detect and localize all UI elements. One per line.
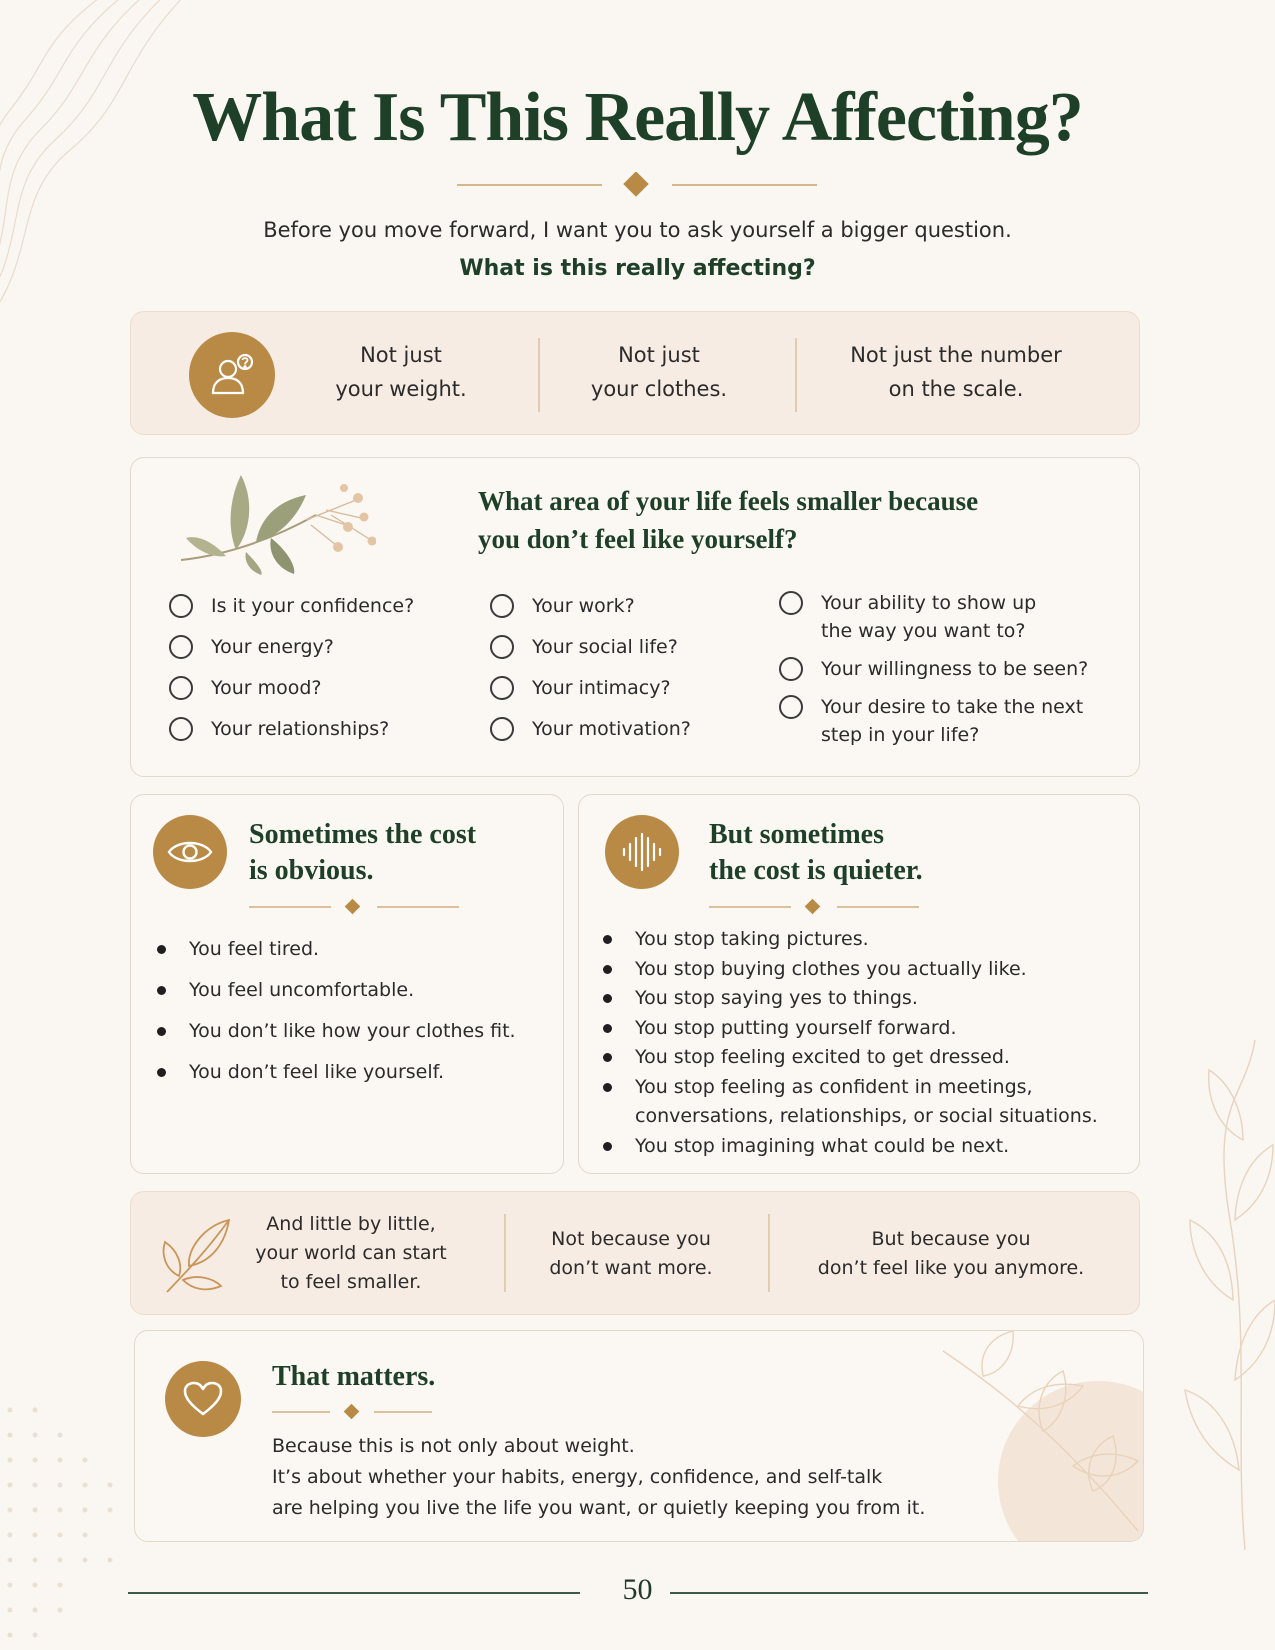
title-divider xyxy=(457,172,817,198)
list-item: You stop feeling as confident in meetings, conversations, relationships, or social situations. xyxy=(601,1073,1098,1132)
that-matters-title: That matters. xyxy=(272,1361,436,1392)
wave-lines-decoration xyxy=(0,0,200,340)
checklist-item[interactable]: Your social life? xyxy=(490,633,691,661)
life-area-card xyxy=(130,457,1140,777)
checklist-item[interactable]: Your relationships? xyxy=(169,715,414,743)
sound-wave-icon xyxy=(605,815,679,889)
checklist-item[interactable]: Your desire to take the next step in your life? xyxy=(779,693,1088,749)
intro-question: What is this really affecting? xyxy=(459,256,816,281)
checkbox-circle[interactable] xyxy=(490,676,514,700)
column-divider xyxy=(795,338,797,412)
obvious-list xyxy=(155,929,516,1093)
column-divider xyxy=(504,1214,506,1292)
life-area-title: What area of your life feels smaller because you don’t feel like yourself? xyxy=(478,486,979,554)
footer-rule-right xyxy=(670,1592,1148,1594)
checkbox-circle[interactable] xyxy=(490,594,514,618)
checklist-item[interactable]: Your intimacy? xyxy=(490,674,691,702)
checkbox-circle[interactable] xyxy=(169,594,193,618)
list-item: You stop saying yes to things. xyxy=(601,984,1098,1014)
not-because-text: Not because you don’t want more. xyxy=(549,1228,713,1279)
not-just-weight: Not just your weight. xyxy=(335,343,467,401)
checklist-item[interactable]: Your ability to show up the way you want to? xyxy=(779,589,1088,645)
checklist-column-2 xyxy=(490,592,691,743)
list-item: You don’t feel like yourself. xyxy=(155,1052,516,1093)
page-number: 50 xyxy=(622,1573,653,1606)
quieter-title: But sometimes the cost is quieter. xyxy=(709,819,923,886)
checkbox-circle[interactable] xyxy=(779,695,803,719)
leaf-spray-icon xyxy=(176,470,376,575)
column-divider xyxy=(538,338,540,412)
smaller-world-card xyxy=(130,1191,1140,1315)
checkbox-circle[interactable] xyxy=(779,591,803,615)
that-matters-card xyxy=(134,1330,1144,1542)
list-item: You stop putting yourself forward. xyxy=(601,1014,1098,1044)
list-item: You stop taking pictures. xyxy=(601,925,1098,955)
checkbox-circle[interactable] xyxy=(169,676,193,700)
branch-outline-decoration xyxy=(1135,1040,1275,1560)
not-just-card xyxy=(130,311,1140,435)
list-item: You stop buying clothes you actually like. xyxy=(601,955,1098,985)
leaf-outline-icon xyxy=(159,1214,235,1296)
quieter-cost-card xyxy=(578,794,1140,1174)
obvious-cost-card xyxy=(130,794,564,1174)
list-item: You don’t like how your clothes fit. xyxy=(155,1011,516,1052)
not-just-scale: Not just the number on the scale. xyxy=(850,343,1062,401)
section-divider xyxy=(249,898,459,916)
but-because-text: But because you don’t feel like you anymore. xyxy=(817,1228,1085,1279)
checkbox-circle[interactable] xyxy=(490,717,514,741)
checklist-item[interactable]: Is it your confidence? xyxy=(169,592,414,620)
list-item: You stop imagining what could be next. xyxy=(601,1132,1098,1162)
checklist-item[interactable]: Your mood? xyxy=(169,674,414,702)
list-item: You feel uncomfortable. xyxy=(155,970,516,1011)
checklist-column-3 xyxy=(779,589,1088,749)
person-question-icon xyxy=(189,332,275,418)
checklist-column-1 xyxy=(169,592,414,743)
dot-grid-decoration xyxy=(0,1400,120,1650)
checklist-item[interactable]: Your willingness to be seen? xyxy=(779,655,1088,683)
checkbox-circle[interactable] xyxy=(169,635,193,659)
checklist-item[interactable]: Your energy? xyxy=(169,633,414,661)
checkbox-circle[interactable] xyxy=(779,657,803,681)
checklist-item[interactable]: Your motivation? xyxy=(490,715,691,743)
section-divider xyxy=(709,898,919,916)
list-item: You feel tired. xyxy=(155,929,516,970)
checkbox-circle[interactable] xyxy=(169,717,193,741)
heart-icon xyxy=(165,1361,241,1437)
column-divider xyxy=(768,1214,770,1292)
intro-text: Before you move forward, I want you to ask yourself a bigger question. xyxy=(263,218,1012,242)
quieter-list xyxy=(601,925,1098,1161)
list-item: You stop feeling excited to get dressed. xyxy=(601,1043,1098,1073)
not-just-clothes: Not just your clothes. xyxy=(590,343,728,401)
leaf-circle-decoration xyxy=(923,1331,1143,1542)
page-title: What Is This Really Affecting? xyxy=(192,79,1083,156)
smaller-world-text: And little by little, your world can start to feel smaller. xyxy=(255,1213,447,1293)
section-divider xyxy=(272,1403,432,1421)
checkbox-circle[interactable] xyxy=(490,635,514,659)
obvious-title: Sometimes the cost is obvious. xyxy=(249,819,477,886)
that-matters-body: Because this is not only about weight. It’s about whether your habits, energy, confidence, and self-talk are helping you live the life you want, or quietly keeping you from it. xyxy=(272,1435,926,1519)
eye-icon xyxy=(153,815,227,889)
checklist-item[interactable]: Your work? xyxy=(490,592,691,620)
